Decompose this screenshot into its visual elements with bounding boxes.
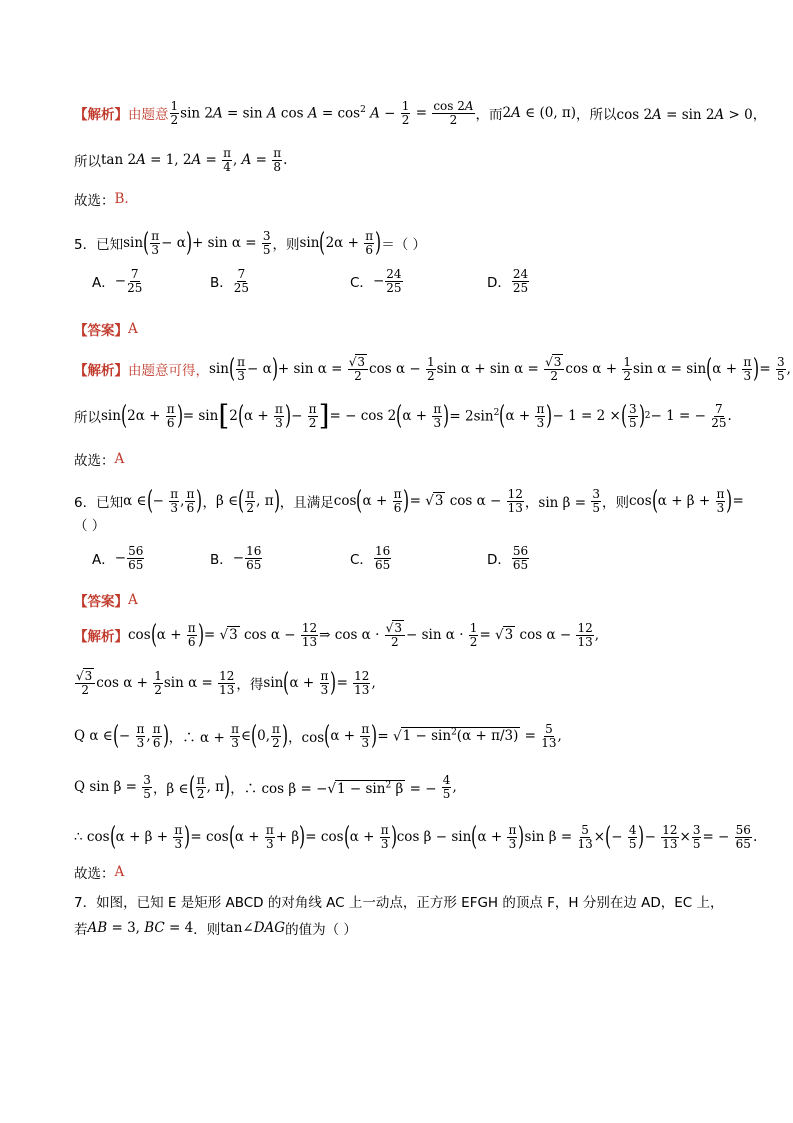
prev-analysis-line-2: 所以 tan 2A = 1, 2A = $\frac{\pi}{4}$ , A = $\frac{\pi}{8}$ . [74, 146, 288, 174]
option-letter: A． [92, 552, 115, 569]
answer-value: A [128, 321, 138, 337]
answer-label: 【答案】 [74, 594, 128, 610]
option-num: 16 [246, 544, 262, 558]
option-den: 25 [127, 280, 143, 295]
q5-analysis-line-2: 所以 sin ( 2α + $\frac{\pi}{6}$ ) = sin [ 2 ( α + $\frac{\pi}{3}$ ) − $\frac{\pi}{2}$ ] = − cos 2 ( α + $\frac{\pi}{3}$ ) = $2\sin^2$ ( α + $\frac{\pi}{3}$ ) − 1 = 2 × ( 3 5 ) 2 − 1 = − $\frac{7}{25}$ . [74, 399, 732, 432]
q5-then: ，则 [272, 237, 300, 254]
option-letter: C． [350, 275, 373, 292]
answer-value: A [128, 592, 138, 608]
q6-analysis-line-1: 【解析】 cos ( α + $\frac{\pi}{6}$ ) = √3 cos α − $\frac{12}{13}$ ⇒ cos α · √3 2 − sin α · $\frac{1}{2}$ = √3 cos α − $\frac{12}{13}$ , [74, 620, 600, 651]
option-sign: − [114, 550, 127, 567]
option-num: 56 [128, 544, 144, 558]
text-cond: ，且满足 [279, 495, 334, 512]
option-sign: − [372, 273, 385, 290]
text-de: ，得 [236, 677, 264, 694]
option-den: 65 [128, 557, 144, 572]
analysis-text: 由题意可得， [128, 363, 209, 380]
option-den: 25 [233, 280, 250, 295]
q7-prefix: 若 [74, 922, 88, 938]
option-letter: A． [92, 275, 115, 292]
q6-number: 6．已知 [74, 495, 124, 512]
q6-choose-line [74, 862, 124, 882]
choose-value: B. [114, 191, 129, 207]
q7-text: 7．如图，已知 E 是矩形 ABCD 的对角线 AC 上一动点，正方形 EFGH 的顶点 F，H 分别在边 AD，EC 上， [74, 895, 724, 911]
q6-stem: 6．已知 α ∈ ( − $\frac{\pi}{3}$ , π 6 ) ， β ∈ ( π 2 , π ) ，且满足 cos ( α + $\frac{\pi}{6}$ ) = √3 cos α − $\frac{12}{13}$ ，sin β = $\frac{3}{5}$ ，则 cos ( α + β + $\frac{\pi}{3}$ ) = [74, 486, 744, 517]
q5-number: 5．已知 [74, 237, 124, 254]
option-den: 65 [246, 557, 262, 572]
q5-answer-line [74, 319, 138, 339]
option-num: 7 [130, 267, 139, 281]
option-den: 65 [374, 557, 391, 572]
text-sep: ， [202, 495, 216, 512]
q5-stem: 5．已知 sin ( π 3 − α ) + sin α = $\frac{3}{5}$ ，则 sin ( 2α + $\frac{\pi}{6}$ ) ＝（ ） [74, 228, 427, 259]
q6-analysis-line-5: ∴ cos ( α + β + $\frac{\pi}{3}$ ) = cos ( α + $\frac{\pi}{3}$ + β ) = cos ( α + $\frac{\pi}{3}$ ) cos β − sin ( α + $\frac{\pi}{3}$ ) sin β = $\frac{5}{13}$ × ( − $\frac{4}{5}$ ) − $\frac{12}{13}$ × $\frac{3}{5}$ = − $\frac{56}{65}$ . [74, 822, 758, 853]
option-num: 7 [237, 267, 246, 281]
q7-end: 的值为（ ） [285, 922, 357, 938]
text-so: ，所以 [576, 107, 617, 124]
option-letter: C． [350, 552, 373, 569]
analysis-label: 【解析】 [74, 363, 128, 380]
text-then: ，则 [602, 495, 629, 512]
option-letter: B． [210, 275, 233, 292]
analysis-text: 由题意 [128, 107, 169, 124]
q7-stem-line-2: 若 AB = 3, BC = 4 ．则 tan∠DAG 的值为（ ） [74, 920, 357, 938]
option-sign: − [232, 550, 245, 567]
q6-blank: （ ） [74, 518, 106, 534]
choose-label: 故选： [74, 453, 115, 469]
q6-answer-line [74, 590, 138, 610]
analysis-label: 【解析】 [74, 107, 128, 124]
q5-blank: ＝（ ） [381, 237, 427, 254]
option-sign: − [114, 273, 127, 290]
q6-analysis-line-3: Q α ∈ ( − $\frac{\pi}{3}$ , π 6 ) ，∴ α + $\frac{\pi}{3}$ ∈ ( 0, π 2 ) ，cos ( α + $\frac{\pi}{3}$ ) = $√1 - \sin^2(\alpha + \pi/3)$ = $\frac{5}{13}$ , [74, 721, 562, 752]
q5-option-d[interactable] [487, 268, 530, 294]
q6-blank-line [74, 514, 105, 534]
q5-analysis-line-1: 【解析】 由题意可得， sin ( π 3 − α ) + sin α = $\frac{√3}{2}$ cos α − $\frac{1}{2}$ sin α + sin α = $\frac{√3}{2}$ cos α + $\frac{1}{2}$ sin α = sin ( α + $\frac{\pi}{3}$ ) = $\frac{3}{5}$ , [74, 354, 791, 385]
q5-choose-line [74, 449, 124, 469]
q6-option-d[interactable] [487, 545, 530, 571]
choose-label: 故选： [74, 866, 115, 882]
analysis-label: 【解析】 [74, 629, 128, 646]
option-letter: B． [210, 552, 233, 569]
text-so-prefix: 所以 [74, 154, 101, 171]
prev-choose-line [74, 189, 129, 209]
prev-analysis-line-1: 【解析】 由题意 1 2 sin 2A = sin A $\cos A = \cos^2 A$ − $\frac{1}{2}$ = $\frac{\cos 2A}{2}$ ，而 2A ∈ (0, π) ，所以 cos 2A = sin 2A > 0， [74, 99, 767, 127]
answer-label: 【答案】 [74, 323, 128, 339]
option-den: 25 [386, 280, 402, 295]
option-letter: D． [487, 275, 511, 292]
q5-option-b[interactable] [210, 268, 250, 294]
q6-analysis-line-4: Q sin β = $\frac{3}{5}$ ，β ∈ ( π 2 , π ) ，∴ $\cos \beta = -√1 - \sin^2 \beta$ = − $\frac{4}{5}$ , [74, 772, 457, 803]
q6-analysis-line-2: √3 2 cos α + $\frac{1}{2}$ sin α = $\frac{12}{13}$ ，得 sin ( α + $\frac{\pi}{3}$ ) = $\frac{12}{13}$ , [76, 668, 376, 699]
choose-label: 故选： [74, 193, 115, 209]
option-num: 56 [512, 544, 529, 558]
q5-option-c[interactable] [350, 268, 404, 294]
option-num: 24 [386, 267, 402, 281]
text-so-prefix: 所以 [74, 410, 101, 426]
option-num: 16 [374, 544, 391, 558]
option-den: 25 [512, 280, 529, 295]
option-num: 24 [512, 267, 529, 281]
option-den: 65 [512, 557, 529, 572]
q6-option-b[interactable] [210, 545, 263, 571]
q6-option-a[interactable] [92, 545, 145, 571]
q7-mid: ．则 [193, 922, 221, 938]
q5-option-a[interactable] [92, 268, 143, 294]
q7-stem-line-1 [74, 891, 724, 911]
choose-value: A [114, 864, 125, 880]
choose-value: A [114, 451, 125, 467]
option-letter: D． [487, 552, 511, 569]
q6-option-c[interactable] [350, 545, 392, 571]
text-but: ，而 [475, 107, 503, 124]
